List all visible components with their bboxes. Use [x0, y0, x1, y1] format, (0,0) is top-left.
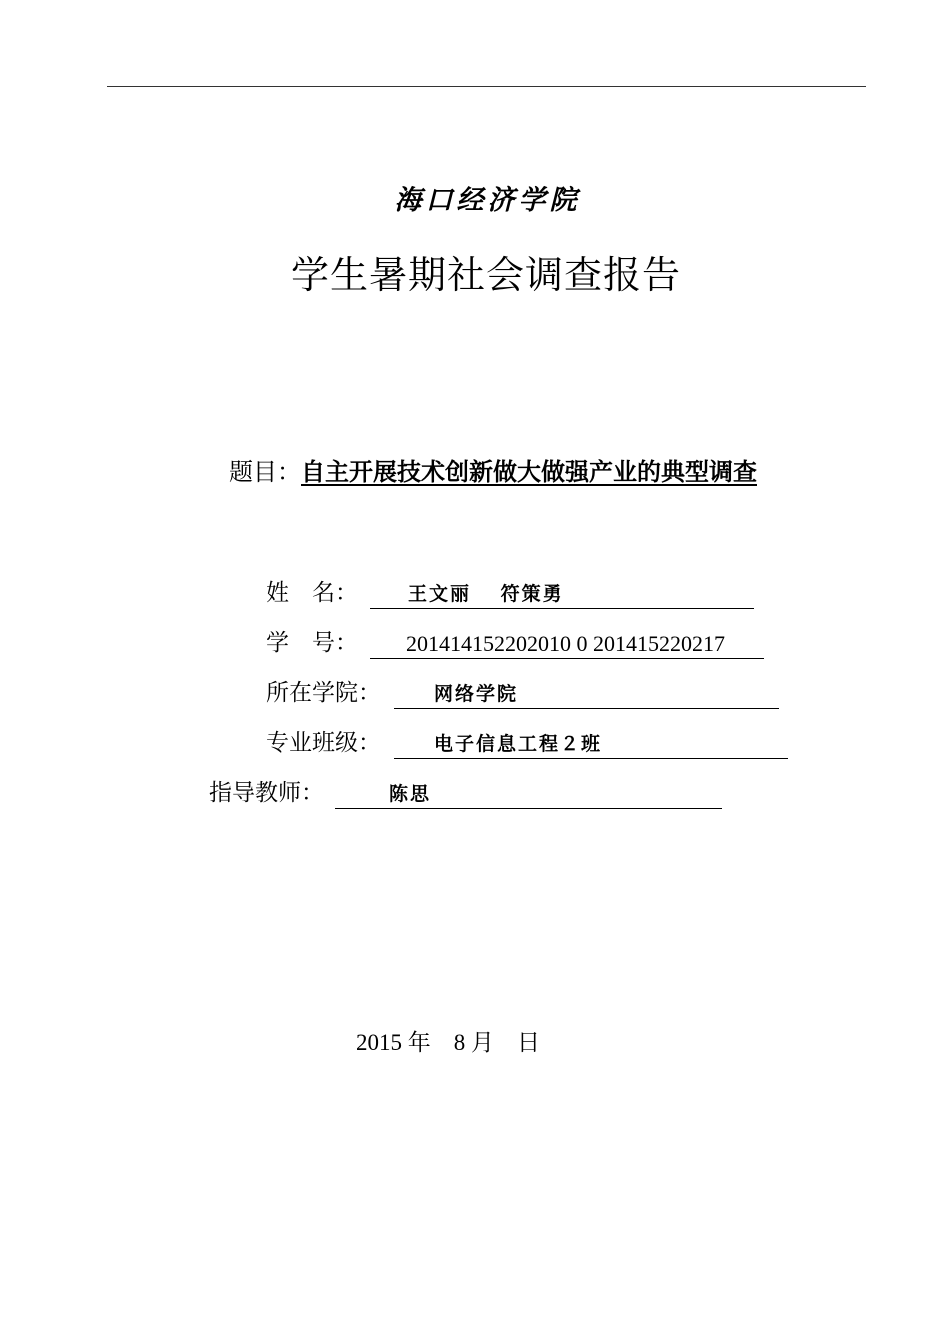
name-label: 姓 名：: [266, 580, 358, 606]
header-rule: [107, 86, 866, 87]
advisor-value: 陈思: [335, 776, 722, 809]
topic-line: [229, 452, 757, 487]
topic-value: 自主开展技术创新做大做强产业的典型调查: [301, 458, 757, 486]
college-value: 网络学院: [394, 676, 779, 709]
school-name: 海口经济学院: [394, 185, 581, 216]
name-value: 王文丽 符策勇: [370, 576, 754, 609]
college-field: [266, 676, 519, 710]
student-id-field: [266, 626, 725, 660]
student-id-label: 学 号：: [266, 630, 358, 656]
student-id-value: 201414152202010 0 201415220217: [370, 626, 764, 659]
report-date: 2015 年 8 月 日: [356, 1030, 540, 1055]
name-field: [266, 576, 564, 610]
major-class-value: 电子信息工程２班: [394, 726, 788, 759]
college-label: 所在学院：: [266, 680, 381, 706]
topic-label: 题目：: [229, 458, 301, 486]
major-class-label: 专业班级：: [266, 730, 381, 756]
advisor-label: 指导教师：: [209, 780, 324, 806]
report-title: 学生暑期社会调查报告: [290, 253, 681, 297]
major-class-field: [266, 726, 603, 760]
advisor-field: [209, 776, 432, 810]
